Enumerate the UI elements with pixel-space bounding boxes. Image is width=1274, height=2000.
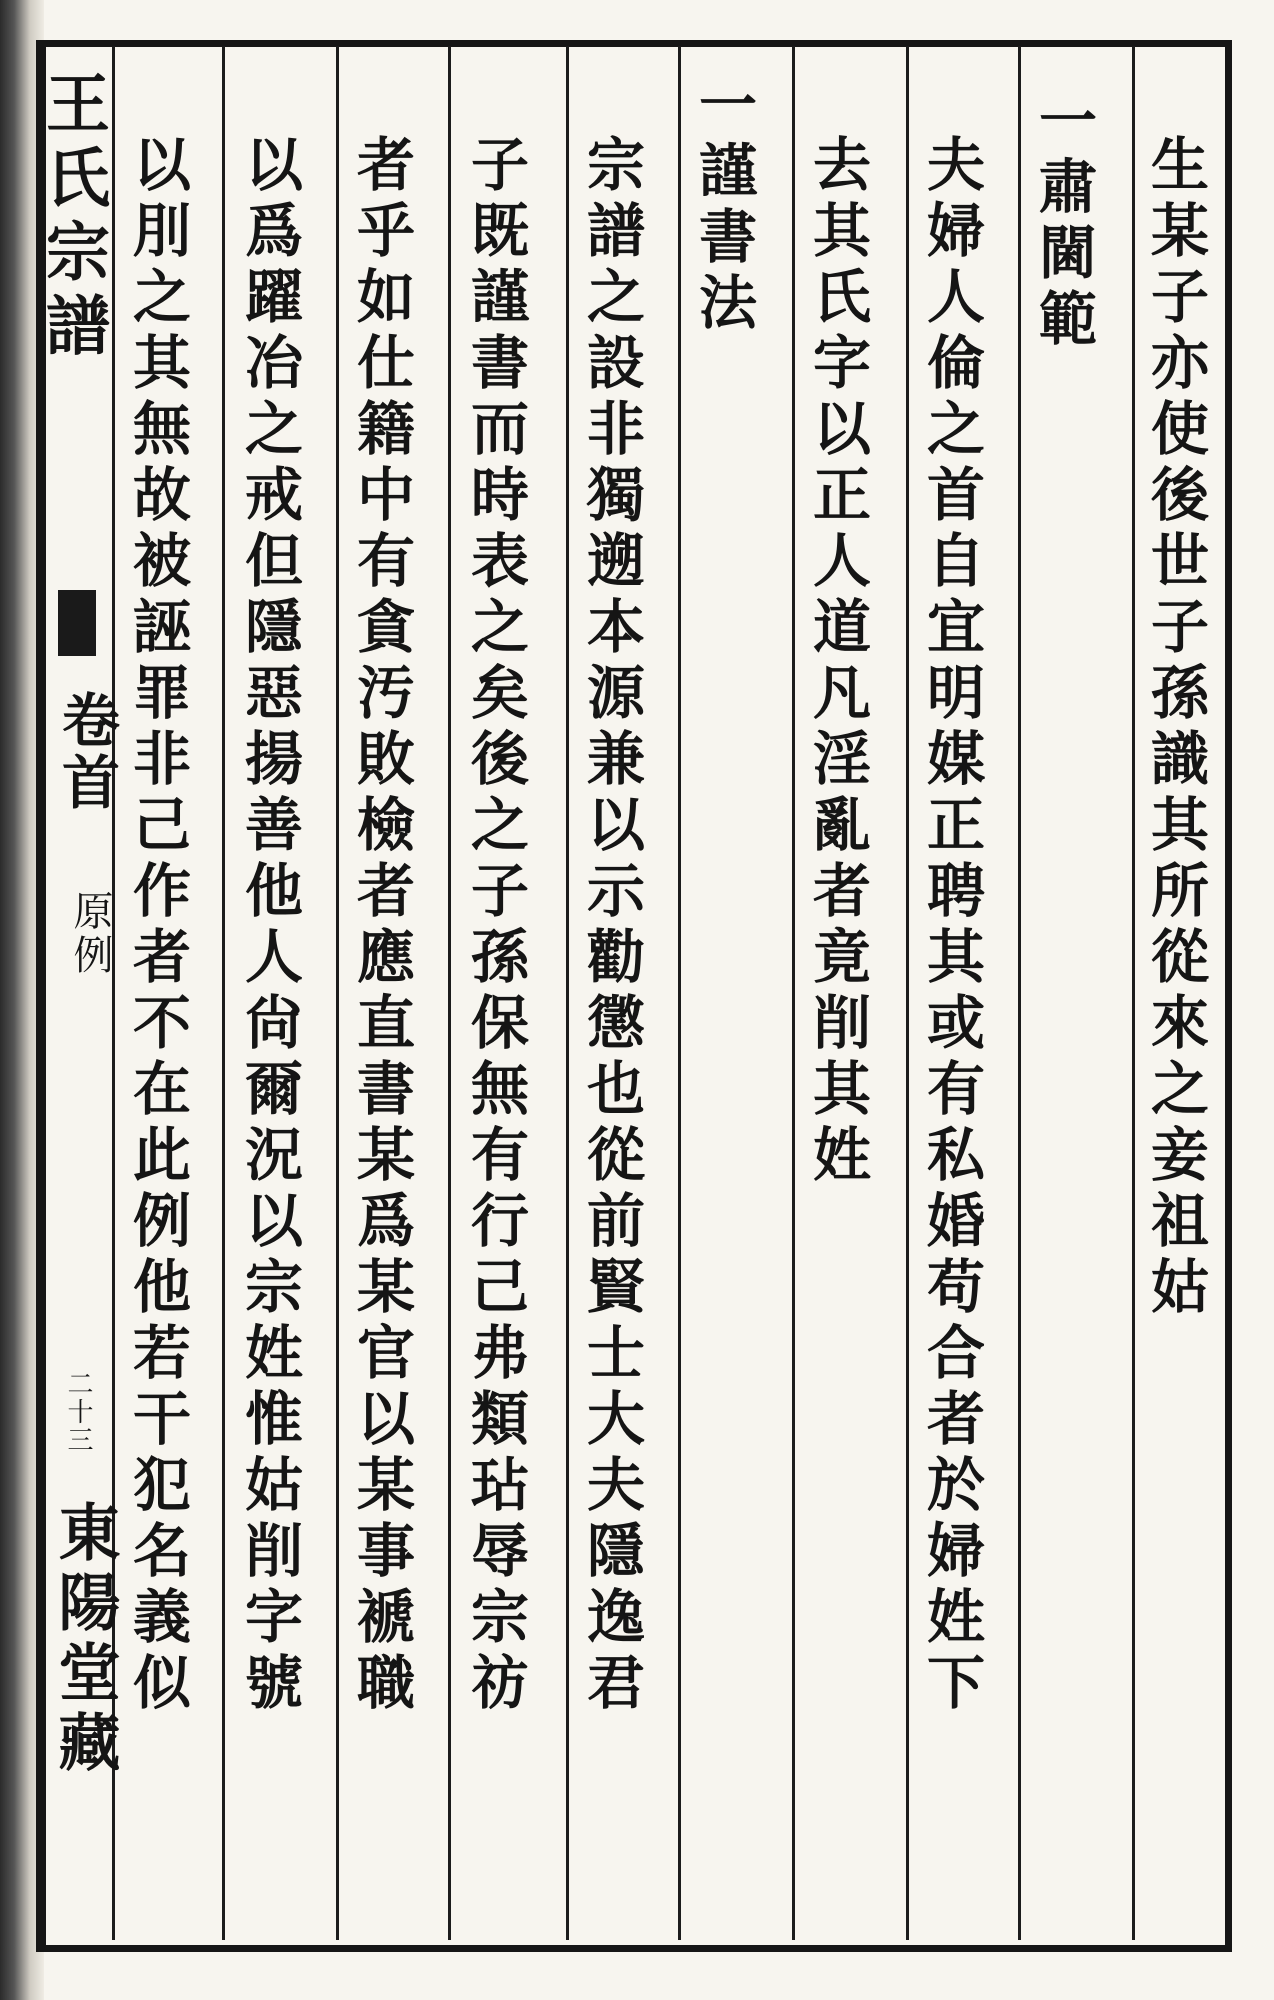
- fishtail-mark: [58, 590, 96, 656]
- text-column: 宗譜之設非獨遡本源兼以示勸懲也從前賢士大夫隱逸君: [577, 134, 645, 1718]
- column-rule: [336, 46, 339, 1940]
- column-rule: [906, 46, 909, 1940]
- column-rule: [566, 46, 569, 1940]
- section-label: 原例: [67, 890, 113, 978]
- text-column: 生某子亦使後世子孫識其所從來之妾祖姑: [1141, 134, 1209, 1322]
- text-column: 子既謹書而時表之矣後之子孫保無有行己弗類玷辱宗祊: [461, 134, 529, 1718]
- column-rule: [448, 46, 451, 1940]
- text-column: 者乎如仕籍中有貪汚敗檢者應直書某爲某官以某事褫職: [347, 134, 415, 1718]
- page-number: 二十三: [63, 1370, 93, 1454]
- text-column: 以刖之其無故被誣罪非己作者不在此例他若干犯名義似: [123, 134, 191, 1718]
- volume-label: 卷首: [52, 690, 120, 814]
- text-column: 以爲躍冶之戒但隱惡揚善他人尙爾況以宗姓惟姑削字號: [235, 134, 303, 1718]
- text-column: 去其氏字以正人道凡淫亂者竟削其姓: [803, 134, 871, 1190]
- text-column: 一肅閫範: [1029, 90, 1097, 354]
- column-rule: [222, 46, 225, 1940]
- column-rule: [1018, 46, 1021, 1940]
- column-rule: [678, 46, 681, 1940]
- column-rule: [1132, 46, 1135, 1940]
- hall-name: 東陽堂藏: [48, 1500, 121, 1780]
- text-column: 夫婦人倫之首自宜明媒正聘其或有私婚苟合者於婦姓下: [917, 134, 985, 1718]
- genealogy-title: 王氏宗譜: [35, 70, 110, 366]
- column-rule: [792, 46, 795, 1940]
- text-column: 一謹書法: [689, 74, 757, 338]
